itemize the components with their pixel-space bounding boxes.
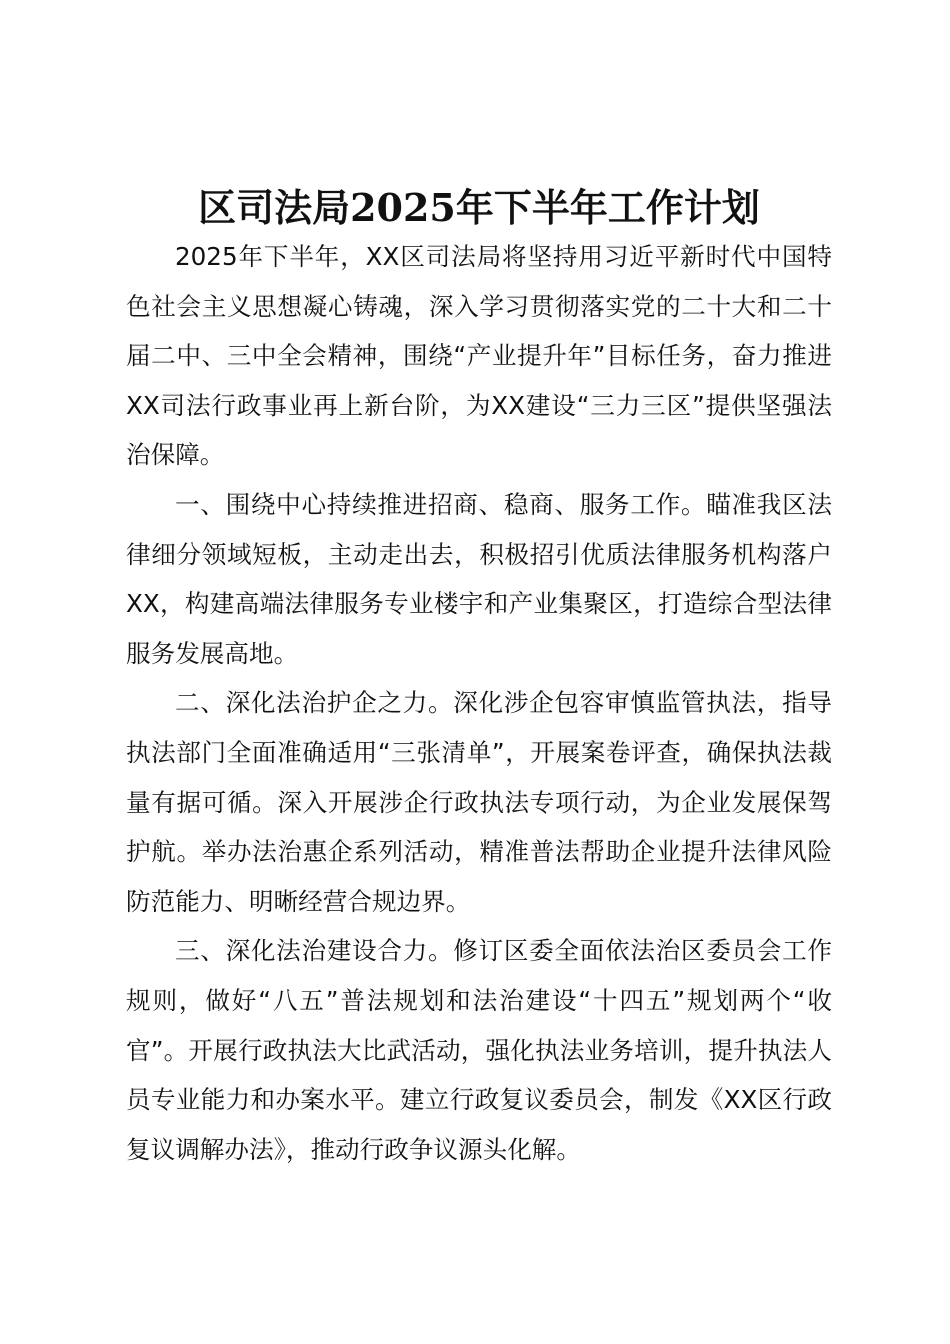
document-body xyxy=(126,232,832,1174)
section-two-paragraph: 二、深化法治护企之力。深化涉企包容审慎监管执法，指导执法部门全面准确适用“三张清单”，开展案卷评查，确保执法裁量有据可循。深入开展涉企行政执法专项行动，为企业发展保驾护航。举办法治惠企系列活动，精准普法帮助企业提升法律风险防范能力、明晰经营合规边界。 xyxy=(126,688,832,916)
section-three-paragraph: 三、深化法治建设合力。修订区委全面依法治区委员会工作规则，做好“八五”普法规划和法治建设“十四五”规划两个“收官”。开展行政执法大比武活动，强化执法业务培训，提升执法人员专业能力和办案水平。建立行政复议委员会，制发《XX区行政复议调解办法》，推动行政争议源头化解。 xyxy=(126,936,832,1164)
section-one-paragraph: 一、围绕中心持续推进招商、稳商、服务工作。瞄准我区法律细分领域短板，主动走出去，积极招引优质法律服务机构落户XX，构建高端法律服务专业楼宇和产业集聚区，打造综合型法律服务发展高地。 xyxy=(126,489,832,668)
intro-paragraph: 2025年下半年，XX区司法局将坚持用习近平新时代中国特色社会主义思想凝心铸魂，深入学习贯彻落实党的二十大和二十届二中、三中全会精神，围绕“产业提升年”目标任务，奋力推进XX司法行政事业再上新台阶，为XX建设“三力三区”提供坚强法治保障。 xyxy=(126,242,832,470)
document-title: 区司法局2025年下半年工作计划 xyxy=(198,185,760,230)
